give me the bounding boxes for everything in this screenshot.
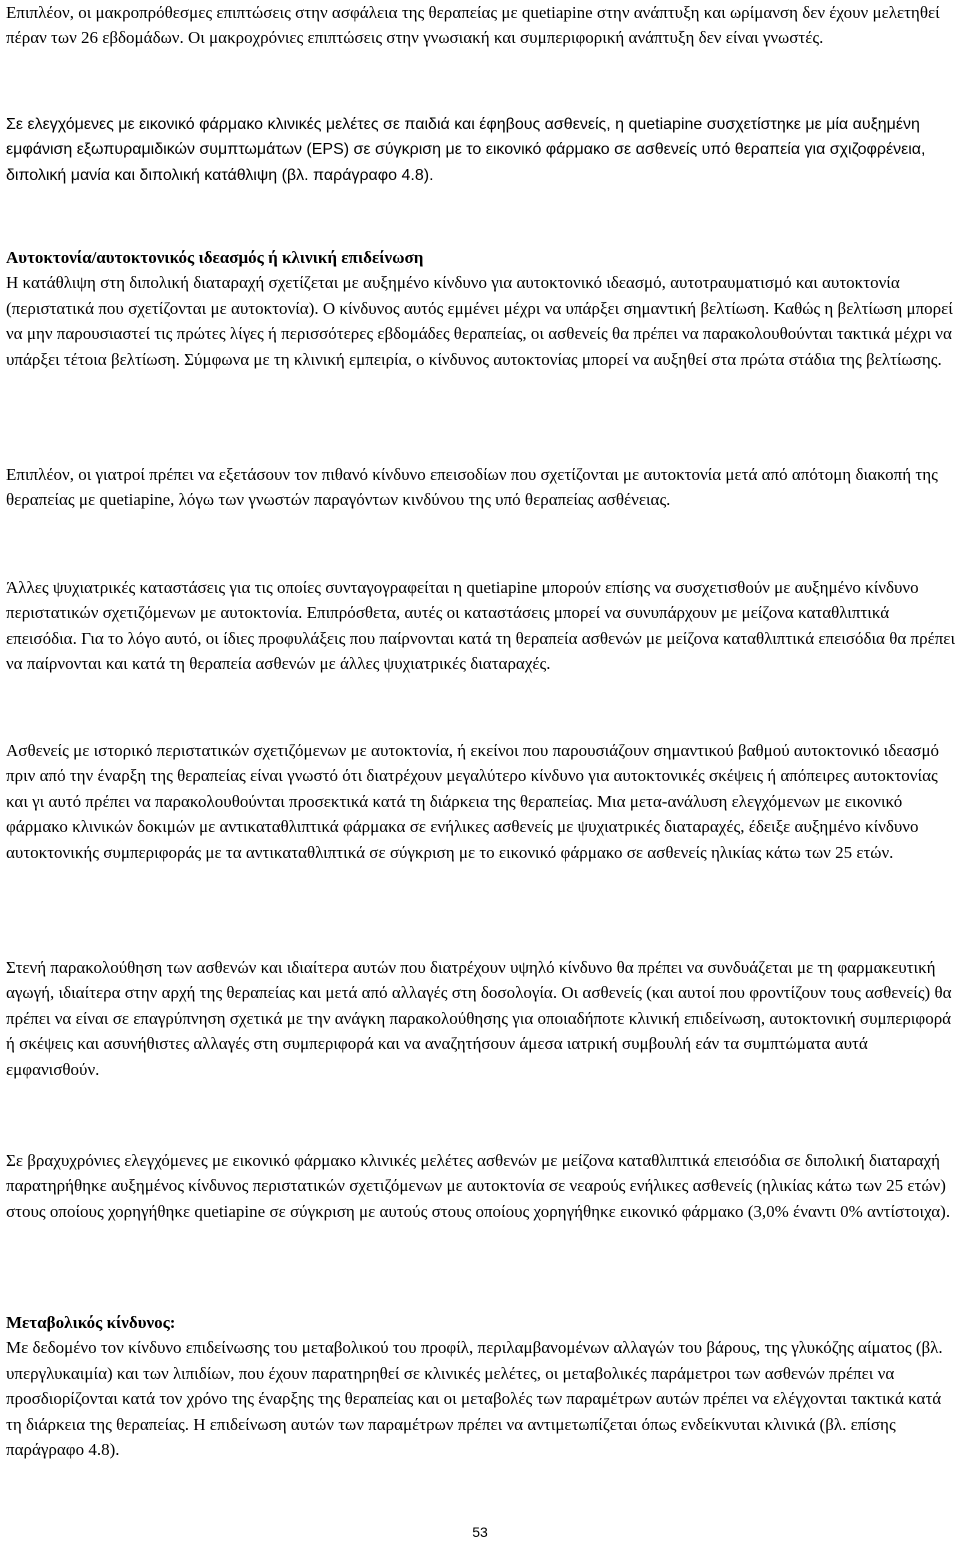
heading-metabolic-risk: Μεταβολικός κίνδυνος: <box>6 1313 176 1332</box>
paragraph-abrupt-discontinuation: Επιπλέον, οι γιατροί πρέπει να εξετάσουν τον πιθανό κίνδυνο επεισοδίων που σχετίζονται με αυτοκτονία μετά από απότομη διακοπή της θεραπείας με quetiapine, λόγω των γνωστών παραγόντων κινδύνου της υπό θεραπείας ασθένειας. <box>6 465 938 510</box>
paragraph-bipolar-depression-suicide-risk: Η κατάθλιψη στη διπολική διαταραχή σχετίζεται με αυξημένο κίνδυνο για αυτοκτονικό ιδεασμό, αυτοτραυματισμό και αυτοκτονία (περιστατικά που σχετίζονται με αυτοκτονία). Ο κίνδυνος αυτός εμμένει μέχρι να υπάρξει σημαντική βελτίωση. Καθώς η βελτίωση μπορεί να μην παρουσιαστεί τις πρώτες λίγες ή περισσότερες εβδομάδες θεραπείας, οι ασθενείς θα πρέπει να παρακολουθούνται τακτικά μέχρι να υπάρξει τέτοια βελτίωση. Σύμφωνα με τη κλινική εμπειρία, ο κίνδυνος αυτοκτονίας μπορεί να αυξηθεί στα πρώτα στάδια της βελτίωσης. <box>6 273 953 369</box>
paragraph-history-of-suicide: Ασθενείς με ιστορικό περιστατικών σχετιζόμενων με αυτοκτονία, ή εκείνοι που παρουσιάζουν σημαντικού βαθμού αυτοκτονικό ιδεασμό πριν από την έναρξη της θεραπείας είναι γνωστό ότι διατρέχουν μεγαλύτερο κίνδυνο για αυτοκτονικές σκέψεις ή απόπειρες αυτοκτονίας και γι αυτό πρέπει να παρακολουθούνται προσεκτικά κατά τη διάρκεια της θεραπείας. Μια μετα-ανάλυση ελεγχόμενων με εικονικό φάρμακο κλινικών δοκιμών με αντικαταθλιπτικά φάρμακα σε ενήλικες ασθενείς με ψυχιατρικές διαταραχές, έδειξε αυξημένο κίνδυνο αυτοκτονικής συμπεριφοράς με τα αντικαταθλιπτικά σε σύγκριση με το εικονικό φάρμακο σε ασθενείς ηλικίας κάτω των 25 ετών. <box>6 741 940 862</box>
paragraph-close-monitoring: Στενή παρακολούθηση των ασθενών και ιδιαίτερα αυτών που διατρέχουν υψηλό κίνδυνο θα πρέπει να συνδυάζεται με τη φαρμακευτική αγωγή, ιδιαίτερα στην αρχή της θεραπείας και μετά από αλλαγές στη δοσολογία. Οι ασθενείς (και αυτοί που φροντίζουν τους ασθενείς) θα πρέπει να είναι σε επαγρύπνηση σχετικά με την ανάγκη παρακολούθησης για οποιαδήποτε κλινική επιδείνωση, αυτοκτονική συμπεριφορά ή σκέψεις και ασυνήθιστες αλλαγές στη συμπεριφορά και να αναζητήσουν άμεσα ιατρική συμβουλή εάν τα συμπτώματα αυτά εμφανισθούν. <box>6 958 952 1079</box>
paragraph-metabolic-risk: Με δεδομένο τον κίνδυνο επιδείνωσης του μεταβολικού του προφίλ, περιλαμβανομένων αλλαγών του βάρους, της γλυκόζης αίματος (βλ. υπεργλυκαιμία) και των λιπιδίων, που έχουν παρατηρηθεί σε κλινικές μελέτες, οι μεταβολικές παράμετροι των ασθενών πρέπει να προσδιορίζονται κατά τον χρόνο της έναρξης της θεραπείας και οι μεταβολές των παραμέτρων αυτών πρέπει να ελέγχονται τακτικά κατά τη διάρκεια της θεραπείας. Η επιδείνωση αυτών των παραμέτρων πρέπει να αντιμετωπίζεται όπως ενδείκνυται κλινικά (βλ. επίσης παράγραφο 4.8). <box>6 1338 943 1460</box>
section-suicide <box>6 245 956 372</box>
paragraph-long-term-effects: Επιπλέον, οι μακροπρόθεσμες επιπτώσεις στην ασφάλεια της θεραπείας με quetiapine στην ανάπτυξη και ωρίμανση δεν έχουν μελετηθεί πέραν των 26 εβδομάδων. Οι μακροχρόνιες επιπτώσεις στην γνωσιακή και συμπεριφορική ανάπτυξη δεν είναι γνωστές. <box>6 3 940 48</box>
page-number: 53 <box>472 1524 488 1540</box>
paragraph-eps-children: Σε ελεγχόμενες με εικονικό φάρμακο κλινικές μελέτες σε παιδιά και έφηβους ασθενείς, η quetiapine συσχετίστηκε με μία αυξημένη εμφάνιση εξωπυραμιδικών συμπτωμάτων (EPS) σε σύγκριση με το εικονικό φάρμακο σε ασθενείς υπό θεραπεία για σχιζοφρένεια, διπολική μανία και διπολική κατάθλιψη (βλ. παράγραφο 4.8). <box>6 116 926 184</box>
paragraph-other-psychiatric-conditions: Άλλες ψυχιατρικές καταστάσεις για τις οποίες συνταγογραφείται η quetiapine μπορούν επίσης να συσχετισθούν με αυξημένο κίνδυνο περιστατικών σχετιζόμενων με αυτοκτονία. Επιπρόσθετα, αυτές οι καταστάσεις μπορεί να συνυπάρχουν με μείζονα καταθλιπτικά επεισόδια. Για το λόγο αυτό, οι ίδιες προφυλάξεις που παίρνονται κατά τη θεραπεία ασθενών με μείζονα καταθλιπτικά επεισόδια θα πρέπει να παίρνονται και κατά τη θεραπεία ασθενών με άλλες ψυχιατρικές διαταραχές. <box>6 578 956 674</box>
section-metabolic-risk <box>6 1310 956 1462</box>
paragraph-short-term-studies: Σε βραχυχρόνιες ελεγχόμενες με εικονικό φάρμακο κλινικές μελέτες ασθενών με μείζονα καταθλιπτικά επεισόδια σε διπολική διαταραχή παρατηρήθηκε αυξημένος κίνδυνος περιστατικών σχετιζόμενων με αυτοκτονία σε νεαρούς ενήλικες ασθενείς (ηλικίας κάτω των 25 ετών) στους οποίους χορηγήθηκε quetiapine σε σύγκριση με αυτούς στους οποίους χορηγήθηκε εικονικό φάρμακο (3,0% έναντι 0% αντίστοιχα). <box>6 1151 951 1221</box>
heading-suicide: Αυτοκτονία/αυτοκτονικός ιδεασμός ή κλινική επιδείνωση <box>6 248 424 267</box>
